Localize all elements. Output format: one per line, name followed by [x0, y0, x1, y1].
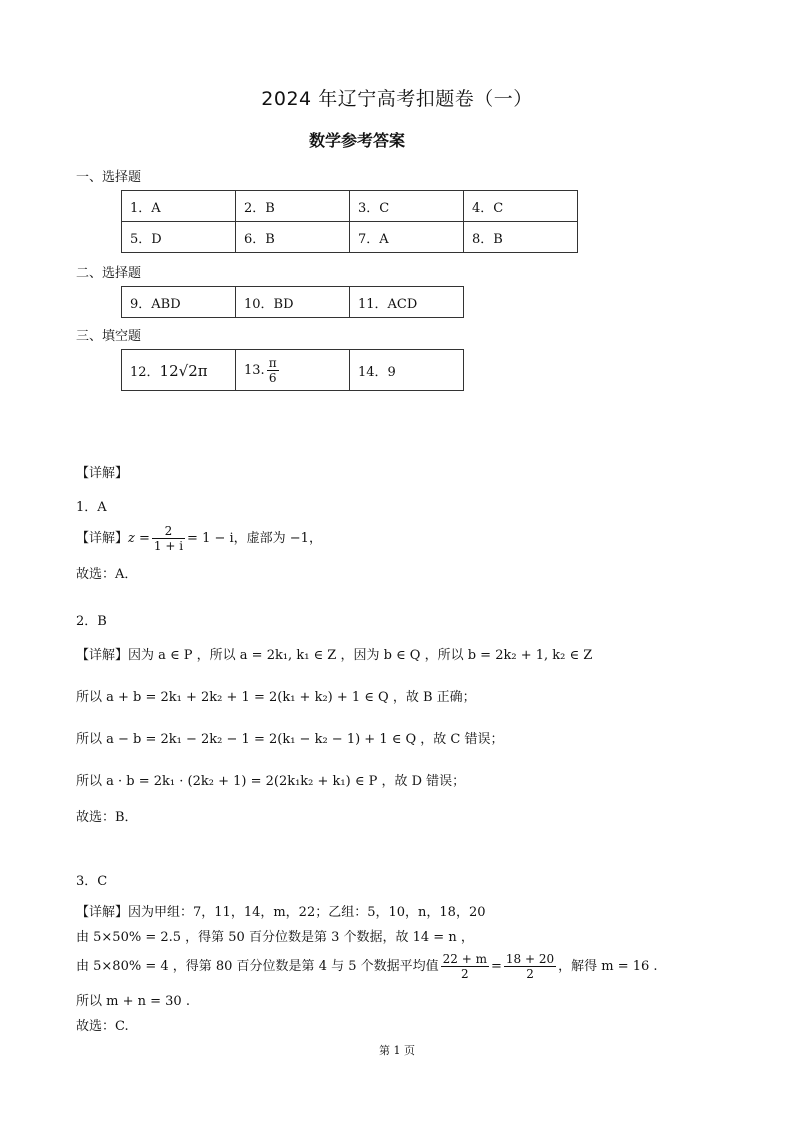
answer-cell-14: 14．9 — [350, 350, 464, 391]
q2-line-2: 所以 a + b = 2k₁ + 2k₂ + 1 = 2(k₁ + k₂) + 1 ∈ Q ，故 B 正确； — [76, 690, 476, 705]
answer-table-1 — [121, 190, 578, 253]
q2-line-3: 所以 a − b = 2k₁ − 2k₂ − 1 = 2(k₁ − k₂ − 1) + 1 ∈ Q ，故 C 错误； — [76, 732, 504, 747]
answer-cell: 5．D — [122, 222, 236, 253]
q3-line-4: 所以 m + n = 30 . — [76, 994, 190, 1009]
q3-line-1: 【详解】因为甲组：7，11，14，m，22；乙组：5，10，n，18，20 — [76, 905, 486, 920]
answer-cell-13: 13. $\frac{\pi}{6}$ — [236, 350, 350, 391]
q2-line-5: 故选：B． — [76, 810, 138, 825]
answer-cell: 2．B — [236, 191, 350, 222]
answer-cell: 8．B — [464, 222, 578, 253]
q2-line-1: 【详解】因为 a ∈ P ，所以 a = 2k₁, k₁ ∈ Z ，因为 b ∈ Q ，所以 b = 2k₂ + 1, k₂ ∈ Z — [76, 648, 593, 663]
answer-cell-12: 12．12√2π — [122, 350, 236, 391]
q2-heading: 2．B — [76, 614, 107, 629]
q3-line-5: 故选：C. — [76, 1019, 129, 1034]
fraction: $\frac{18 + 20}{2}$ — [505, 952, 555, 981]
q1-line-1: 【详解】z = $\frac{2}{1 + i}$ = 1 − i，虚部为 −1， — [76, 524, 322, 553]
page-title: 2024 年辽宁高考扣题卷（一） — [261, 88, 533, 110]
q3-heading: 3．C — [76, 874, 108, 889]
q3-line-2: 由 5×50% = 2.5 ，得第 50 百分位数是第 3 个数据，故 14 = n ， — [76, 930, 474, 945]
answer-cell: 3．C — [350, 191, 464, 222]
answer-cell: 6．B — [236, 222, 350, 253]
fraction: $\frac{22 + m}{2}$ — [442, 952, 487, 981]
q3-line-3: 由 5×80% = 4 ，得第 80 百分位数是第 4 与 5 个数据平均值 $\frac{22 + m}{2}$ = $\frac{18 + 20}{2}$ ，解得 m = 16 . — [76, 952, 658, 981]
q2-line-4: 所以 a · b = 2k₁ · (2k₂ + 1) = 2(2k₁k₂ + k₁) ∈ P ，故 D 错误； — [76, 774, 466, 789]
answer-cell: 1．A — [122, 191, 236, 222]
answer-12-value: 12√2π — [159, 361, 208, 380]
detail-heading: 【详解】 — [76, 466, 129, 481]
answer-table-3 — [121, 349, 464, 391]
answer-cell: 11．ACD — [350, 287, 464, 318]
answer-cell: 4．C — [464, 191, 578, 222]
q1-heading: 1．A — [76, 500, 107, 515]
page-subtitle: 数学参考答案 — [308, 131, 405, 150]
section-heading-choice-2: 二、选择题 — [76, 266, 142, 281]
answer-cell: 10．BD — [236, 287, 350, 318]
fraction: $\frac{2}{1 + i}$ — [153, 524, 184, 553]
answer-table-2 — [121, 286, 464, 318]
answer-cell: 7．A — [350, 222, 464, 253]
q1-line-2: 故选：A． — [76, 567, 138, 582]
section-heading-fill-in: 三、填空题 — [76, 329, 142, 344]
answer-cell: 9．ABD — [122, 287, 236, 318]
page-number: 第 1 页 — [379, 1044, 415, 1057]
fraction: $\frac{\pi}{6}$ — [268, 355, 277, 385]
section-heading-choice-1: 一、选择题 — [76, 170, 142, 185]
